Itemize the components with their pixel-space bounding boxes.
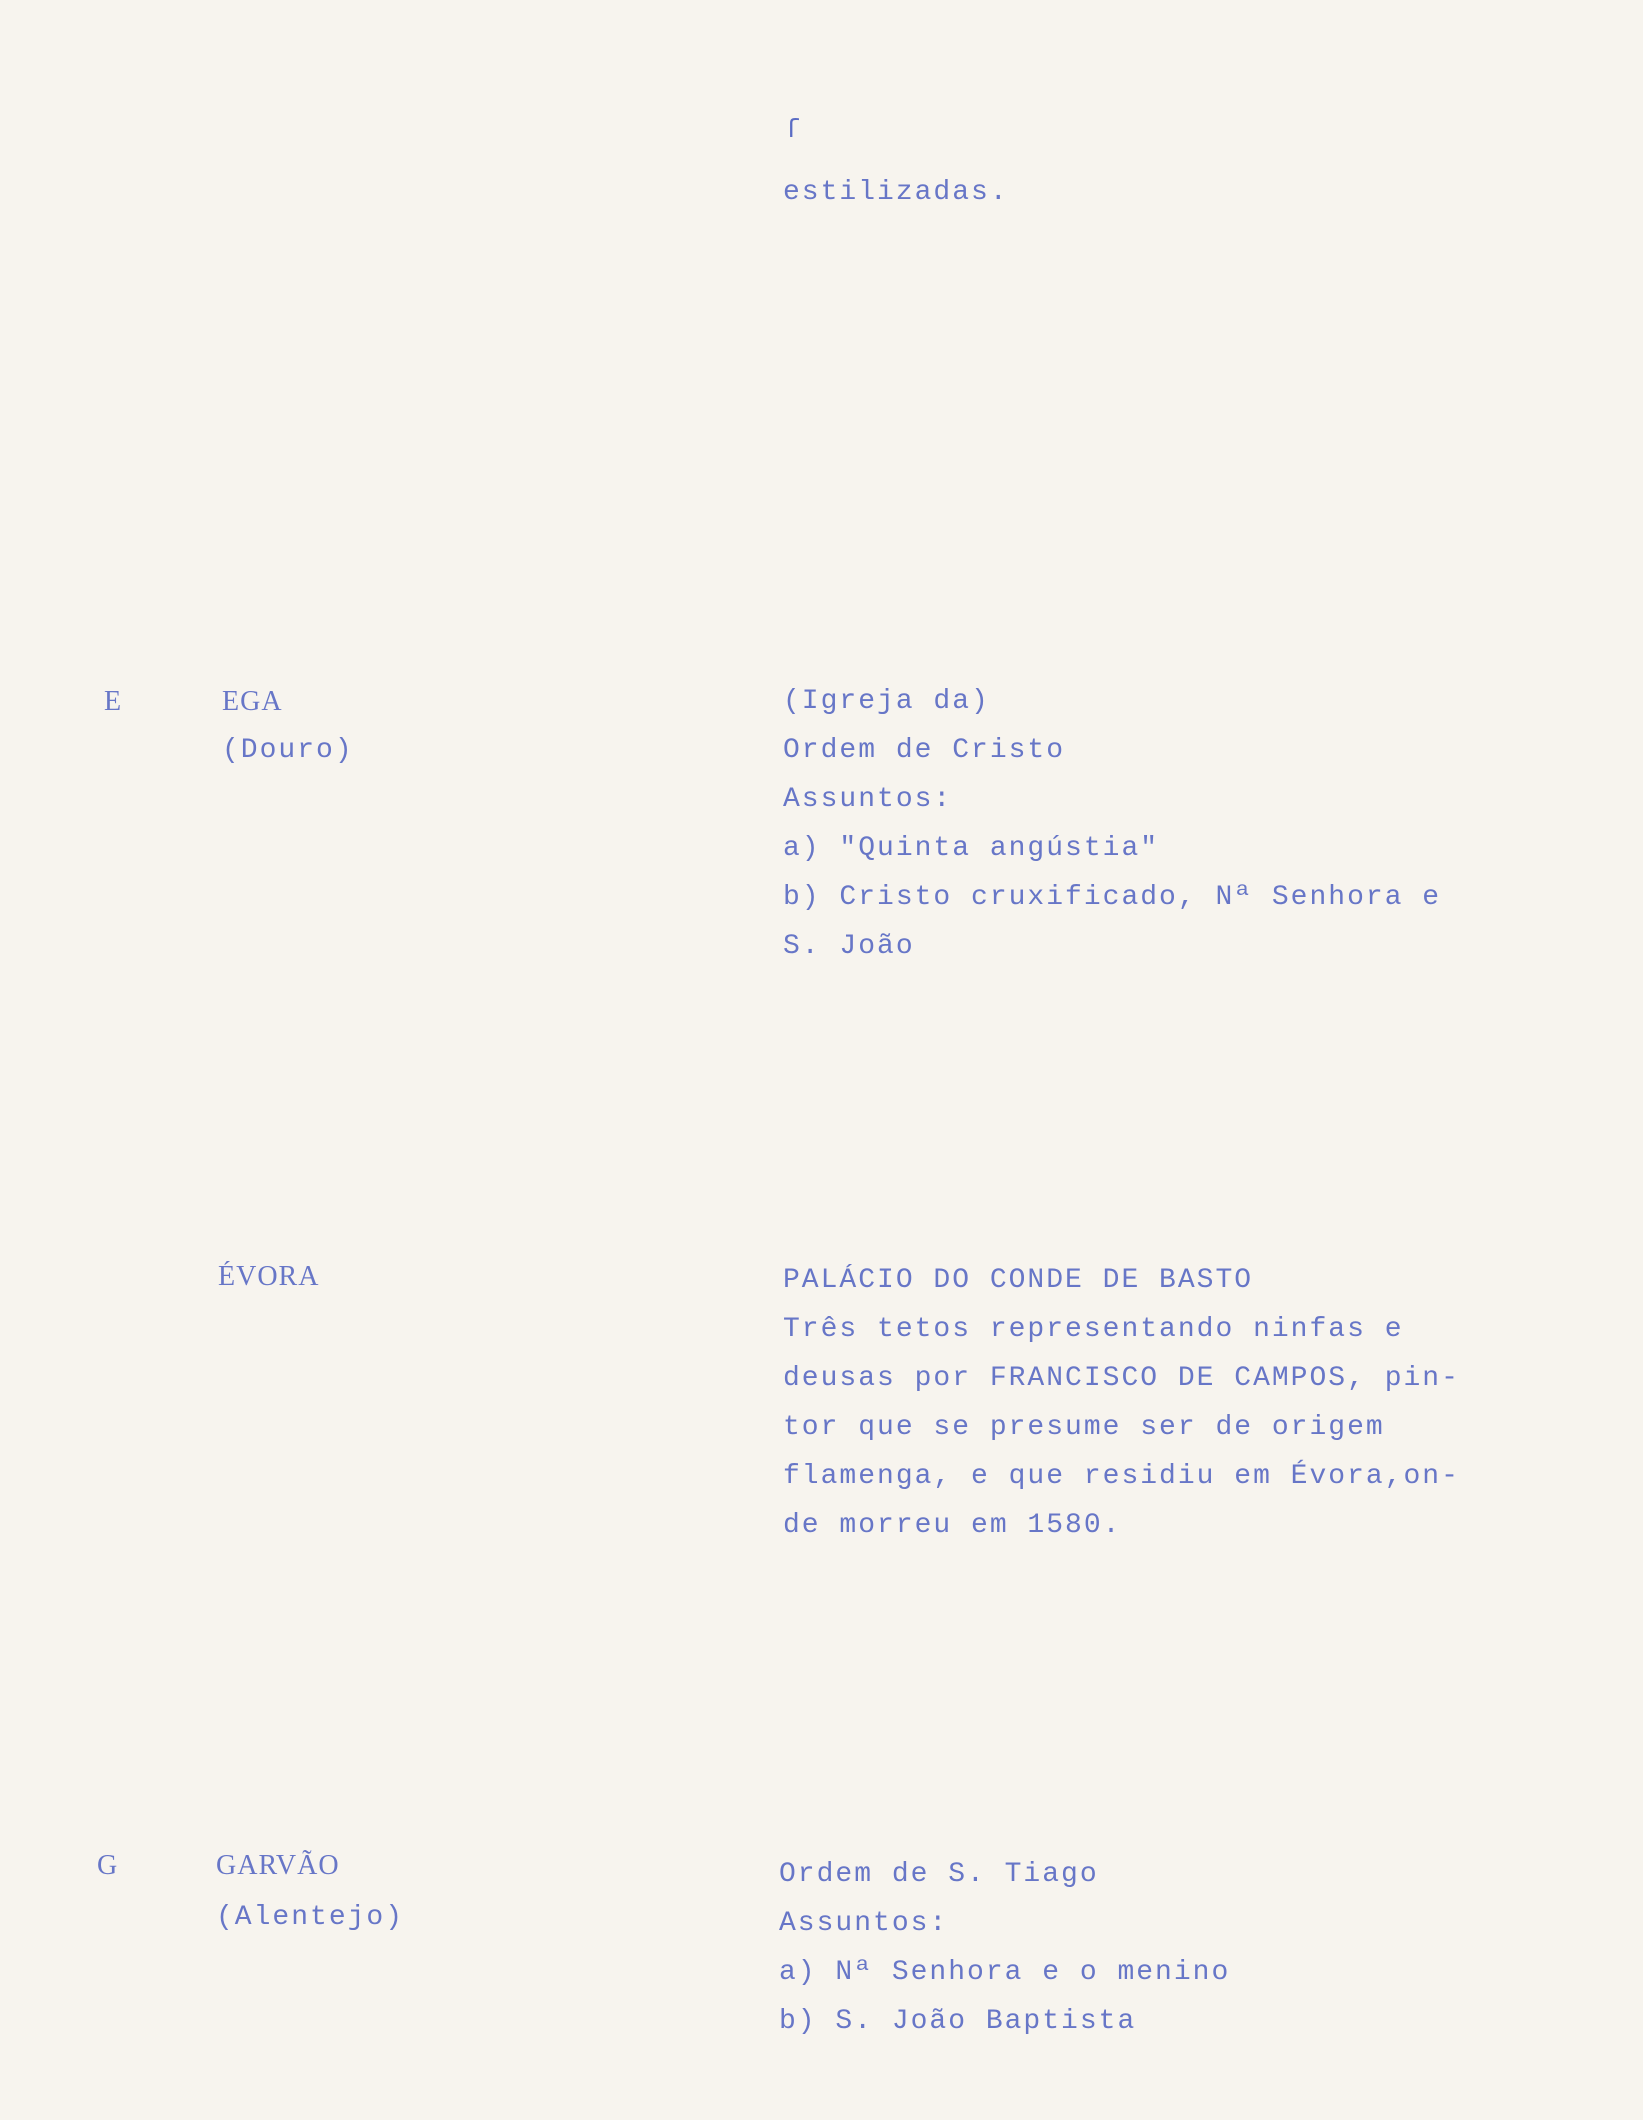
- continuation-word: estilizadas.: [783, 177, 1009, 208]
- region-alentejo: (Alentejo): [216, 1902, 405, 1933]
- region-douro: (Douro): [222, 735, 354, 766]
- description-line: S. João: [783, 931, 915, 962]
- place-name-garvao: GARVÃO: [216, 1850, 340, 1881]
- description-line: flamenga, e que residiu em Évora,on-: [783, 1461, 1460, 1492]
- entry-description-garvao: [779, 1850, 1230, 2046]
- description-line: b) Cristo cruxificado, Nª Senhora e: [783, 882, 1442, 913]
- description-line: Assuntos:: [779, 1908, 949, 1939]
- description-line: (Igreja da): [783, 686, 990, 717]
- description-line: b) S. João Baptista: [779, 2006, 1137, 2037]
- stray-mark: ſ: [785, 115, 801, 145]
- section-letter-e: E: [104, 686, 123, 717]
- description-line: Três tetos representando ninfas e: [783, 1314, 1404, 1345]
- place-name-evora: ÉVORA: [218, 1261, 320, 1292]
- description-line: de morreu em 1580.: [783, 1510, 1122, 1541]
- description-line: Ordem de S. Tiago: [779, 1859, 1099, 1890]
- section-letter-g: G: [97, 1850, 119, 1881]
- description-line: Assuntos:: [783, 784, 953, 815]
- description-line: a) "Quinta angústia": [783, 833, 1160, 864]
- description-line: a) Nª Senhora e o menino: [779, 1957, 1231, 1988]
- description-line: deusas por FRANCISCO DE CAMPOS, pin-: [783, 1363, 1460, 1394]
- entry-description-ega: [783, 677, 1441, 971]
- description-line: tor que se presume ser de origem: [783, 1412, 1385, 1443]
- entry-description-evora: [783, 1256, 1460, 1550]
- description-line: Ordem de Cristo: [783, 735, 1066, 766]
- description-line: PALÁCIO DO CONDE DE BASTO: [783, 1265, 1254, 1296]
- place-name-ega: EGA: [222, 686, 283, 717]
